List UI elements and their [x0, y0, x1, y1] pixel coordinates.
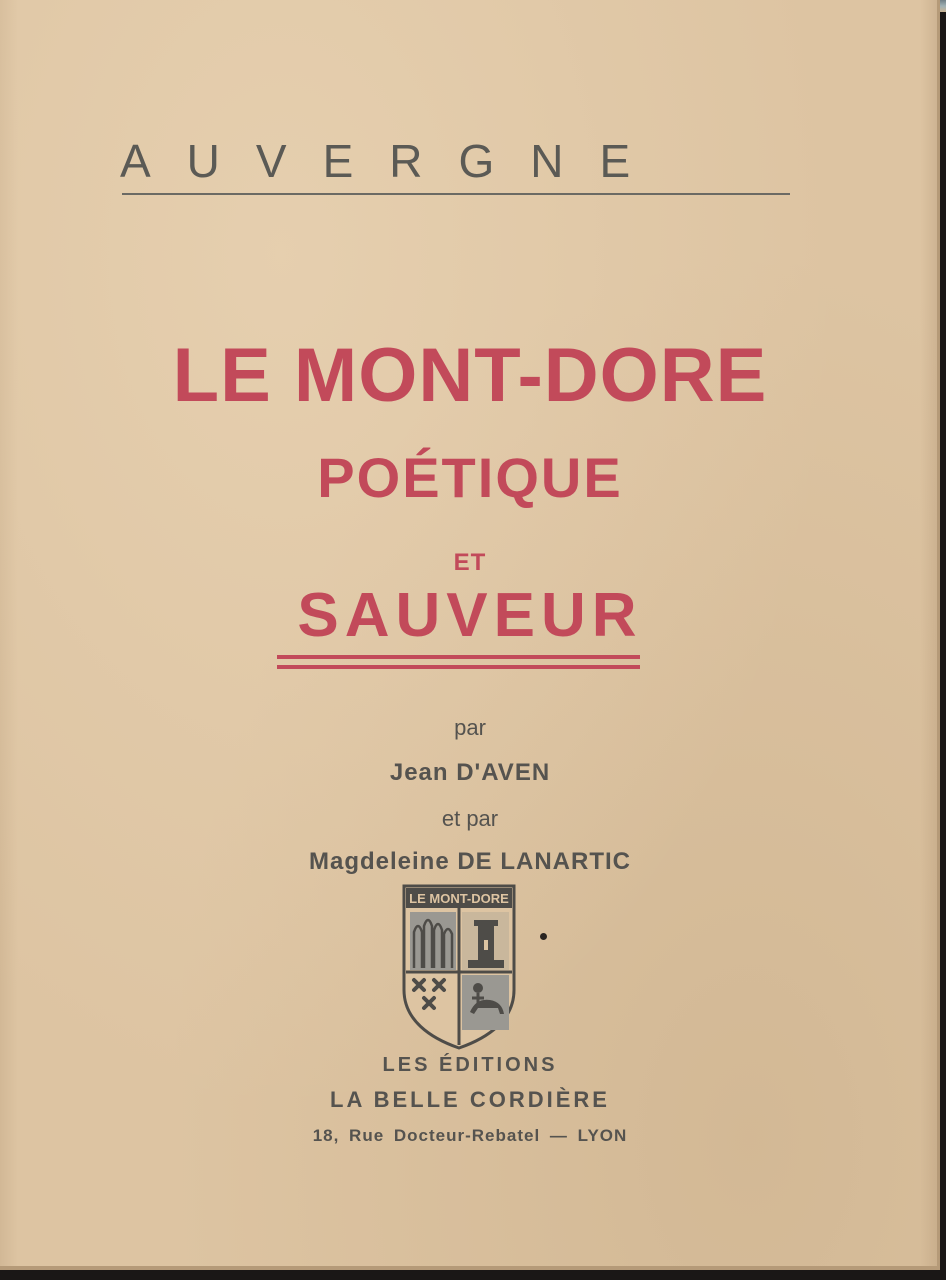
- title-rule-bottom: [277, 665, 640, 669]
- publisher-line-1: LES ÉDITIONS: [382, 1054, 558, 1076]
- series-underline: [122, 193, 790, 195]
- title-line-4: SAUVEUR: [297, 581, 643, 650]
- publisher-address: 18, Rue Docteur-Rebatel — LYON: [312, 1126, 628, 1145]
- title-rule-top: [277, 655, 640, 659]
- by-label: par: [454, 715, 486, 740]
- title-line-2: POÉTIQUE: [317, 446, 623, 509]
- author-1: Jean D'AVEN: [389, 759, 551, 786]
- crest-band-text: LE MONT-DORE: [409, 891, 509, 906]
- series-name: AUVERGNE: [120, 135, 667, 187]
- title-line-1: LE MONT-DORE: [172, 333, 768, 418]
- and-by-label: et par: [441, 806, 499, 831]
- ink-speck: [540, 933, 547, 940]
- coat-of-arms-emblem: [398, 880, 520, 1050]
- author-2: Magdeleine DE LANARTIC: [308, 848, 632, 875]
- publisher-name: LA BELLE CORDIÈRE: [330, 1087, 610, 1112]
- title-conjunction: ET: [453, 549, 487, 576]
